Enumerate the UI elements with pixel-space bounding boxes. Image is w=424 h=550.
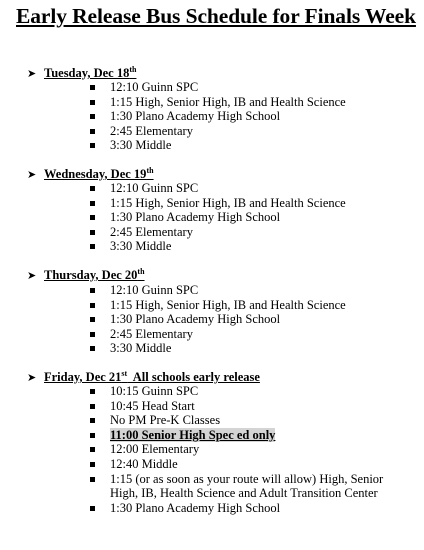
day-heading-friday [27, 370, 260, 385]
day-label: Wednesday, Dec 19th [44, 166, 154, 181]
square-bullet-icon [90, 332, 95, 337]
list-item: 1:30 Plano Academy High School [88, 109, 346, 124]
list-item: 2:45 Elementary [88, 327, 346, 342]
day-label: Thursday, Dec 20th [44, 267, 145, 282]
list-item: 3:30 Middle [88, 341, 346, 356]
list-item: 12:00 Elementary [88, 442, 383, 457]
square-bullet-icon [90, 129, 95, 134]
arrow-bullet-icon: ➤ [27, 169, 37, 181]
day-heading-wednesday [27, 167, 154, 182]
schedule-list-friday [88, 384, 383, 515]
list-item: 1:15 (or as soon as your route will allow) High, Senior High, IB, Health Science and Adult Transition Center [88, 472, 383, 501]
list-item: 1:30 Plano Academy High School [88, 501, 383, 516]
list-item: 1:15 High, Senior High, IB and Health Science [88, 196, 346, 211]
square-bullet-icon [90, 317, 95, 322]
day-heading-tuesday [27, 66, 136, 81]
day-heading-thursday [27, 268, 145, 283]
list-item: 1:15 High, Senior High, IB and Health Science [88, 95, 346, 110]
square-bullet-icon [90, 244, 95, 249]
square-bullet-icon [90, 418, 95, 423]
list-item: 1:30 Plano Academy High School [88, 312, 346, 327]
schedule-list-thursday [88, 283, 346, 356]
arrow-bullet-icon: ➤ [27, 68, 37, 80]
square-bullet-icon [90, 114, 95, 119]
list-item: 12:10 Guinn SPC [88, 181, 346, 196]
list-item: 12:10 Guinn SPC [88, 283, 346, 298]
schedule-list-tuesday [88, 80, 346, 153]
square-bullet-icon [90, 230, 95, 235]
square-bullet-icon [90, 506, 95, 511]
square-bullet-icon [90, 100, 95, 105]
square-bullet-icon [90, 462, 95, 467]
square-bullet-icon [90, 215, 95, 220]
arrow-bullet-icon: ➤ [27, 270, 37, 282]
list-item-continuation: High, IB, Health Science and Adult Transition Center [110, 486, 378, 501]
square-bullet-icon [90, 143, 95, 148]
list-item: 3:30 Middle [88, 239, 346, 254]
square-bullet-icon [90, 346, 95, 351]
list-item-highlighted: 11:00 Senior High Spec ed only [88, 428, 383, 443]
list-item: No PM Pre-K Classes [88, 413, 383, 428]
schedule-list-wednesday [88, 181, 346, 254]
square-bullet-icon [90, 447, 95, 452]
list-item: 10:15 Guinn SPC [88, 384, 383, 399]
list-item: 12:40 Middle [88, 457, 383, 472]
square-bullet-icon [90, 201, 95, 206]
list-item: 1:30 Plano Academy High School [88, 210, 346, 225]
square-bullet-icon [90, 404, 95, 409]
list-item: 2:45 Elementary [88, 225, 346, 240]
square-bullet-icon [90, 477, 95, 482]
day-label: Tuesday, Dec 18th [44, 65, 137, 80]
list-item: 10:45 Head Start [88, 399, 383, 414]
list-item: 12:10 Guinn SPC [88, 80, 346, 95]
list-item: 1:15 High, Senior High, IB and Health Science [88, 298, 346, 313]
list-item: 2:45 Elementary [88, 124, 346, 139]
day-label: Friday, Dec 21st All schools early release [44, 369, 260, 384]
arrow-bullet-icon: ➤ [27, 372, 37, 384]
page-title: Early Release Bus Schedule for Finals Week [16, 4, 416, 28]
square-bullet-icon [90, 85, 95, 90]
square-bullet-icon [90, 433, 95, 438]
square-bullet-icon [90, 288, 95, 293]
square-bullet-icon [90, 389, 95, 394]
square-bullet-icon [90, 186, 95, 191]
square-bullet-icon [90, 303, 95, 308]
list-item: 3:30 Middle [88, 138, 346, 153]
